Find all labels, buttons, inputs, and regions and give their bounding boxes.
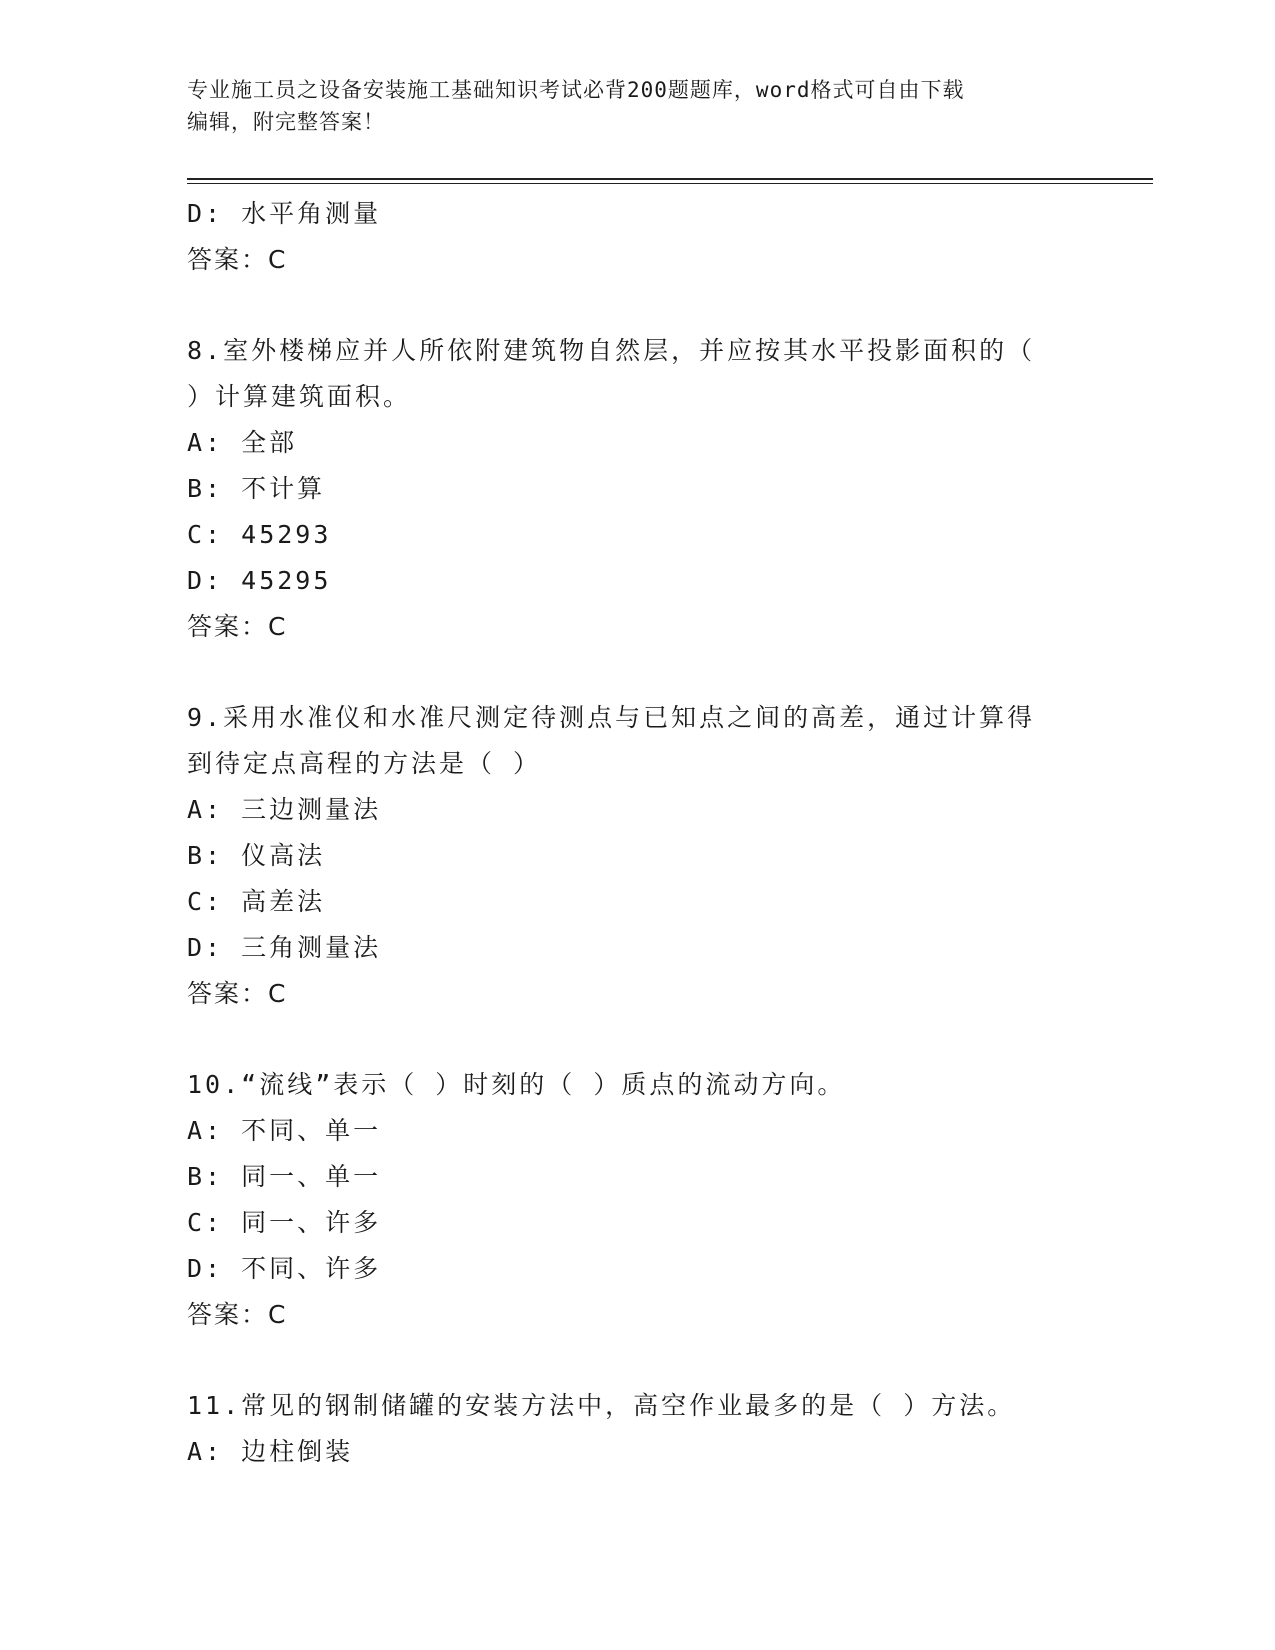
question-list: [187, 191, 1087, 1475]
question-stem: 8.室外楼梯应并人所依附建筑物自然层，并应按其水平投影面积的（: [187, 336, 1036, 365]
page-header: [187, 74, 1067, 138]
option-c: C: 45293: [187, 520, 332, 549]
answer-line: 答案：C: [187, 612, 288, 641]
header-divider-thin: [187, 183, 1153, 184]
question-stem-continued: 到待定点高程的方法是（ ）: [187, 749, 542, 778]
question-stem: 9.采用水准仪和水准尺测定待测点与已知点之间的高差，通过计算得: [187, 703, 1036, 732]
question-stem-continued: ）计算建筑面积。: [187, 382, 412, 411]
option-c: C: 高差法: [187, 887, 326, 916]
option-c: C: 同一、许多: [187, 1208, 382, 1237]
option-d: D: 45295: [187, 566, 332, 595]
answer-line: 答案：C: [187, 979, 288, 1008]
option-b: B: 仪高法: [187, 841, 326, 870]
question-item: [187, 1062, 1087, 1338]
question-stem: 10.“流线”表示（ ）时刻的（ ）质点的流动方向。: [187, 1070, 846, 1099]
answer-line: 答案：C: [187, 1300, 288, 1329]
header-title-line1: 专业施工员之设备安装施工基础知识考试必背200题题库，word格式可自由下载: [187, 78, 965, 102]
question-item: [187, 328, 1087, 650]
question-stem: 11.常见的钢制储罐的安装方法中，高空作业最多的是（ ）方法。: [187, 1391, 1016, 1420]
option-a: A: 不同、单一: [187, 1116, 382, 1145]
option-d: D: 不同、许多: [187, 1254, 382, 1283]
answer-line: 答案：C: [187, 245, 288, 274]
option-b: B: 同一、单一: [187, 1162, 382, 1191]
question-item: [187, 1383, 1087, 1475]
option-a: A: 全部: [187, 428, 298, 457]
header-divider-thick: [187, 178, 1153, 180]
header-title-line2: 编辑，附完整答案！: [187, 110, 385, 134]
question-item: [187, 695, 1087, 1017]
option-d: D: 水平角测量: [187, 199, 382, 228]
option-d: D: 三角测量法: [187, 933, 382, 962]
option-b: B: 不计算: [187, 474, 326, 503]
option-a: A: 边柱倒装: [187, 1437, 354, 1466]
option-a: A: 三边测量法: [187, 795, 382, 824]
